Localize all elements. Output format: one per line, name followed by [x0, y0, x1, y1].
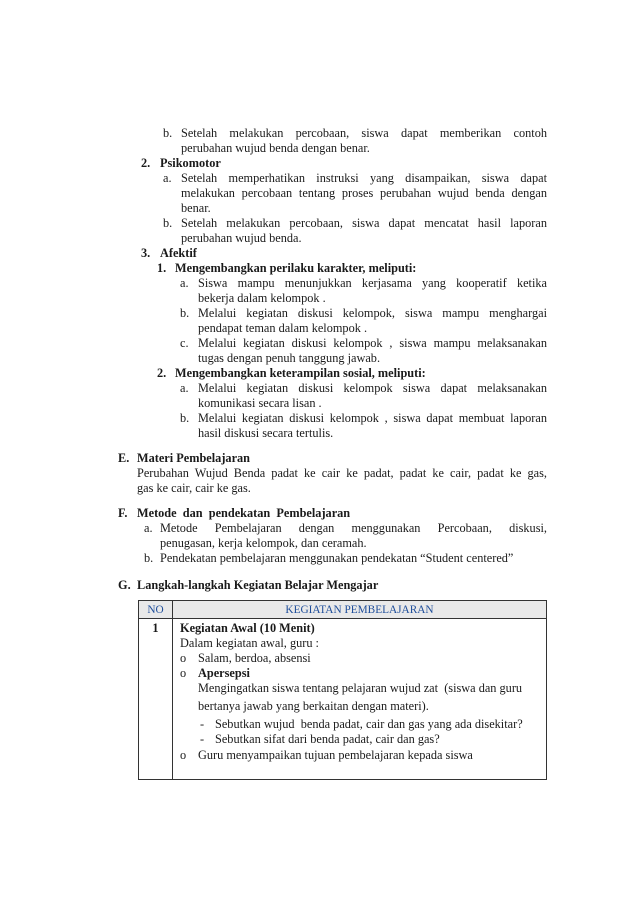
- objective-text: Setelah memperhatikan instruksi yang disampaikan, siswa dapat: [181, 171, 547, 185]
- table-row: [139, 619, 547, 780]
- subheading-sosial: Mengembangkan keterampilan sosial, meliputi:: [175, 366, 426, 380]
- heading-materi: Materi Pembelajaran: [137, 451, 251, 465]
- section-letter: F.: [118, 506, 128, 520]
- objective-text: Melalui kegiatan diskusi kelompok , siswa dapat membuat laporan: [198, 411, 547, 425]
- heading-afektif: Afektif: [160, 246, 197, 260]
- objective-text: Setelah melakukan percobaan, siswa dapat mencatat hasil laporan: [181, 216, 547, 230]
- materi-text: Perubahan Wujud Benda padat ke cair ke padat, padat ke cair, padat ke gas,: [137, 466, 547, 480]
- question-text: Sebutkan wujud benda padat, cair dan gas yang ada disekitar?: [215, 717, 523, 731]
- objective-text: melakukan percobaan tentang proses perubahan wujud benda dengan: [181, 186, 547, 200]
- list-number: 2.: [141, 156, 151, 170]
- pendekatan-text: Pendekatan pembelajaran menggunakan pendekatan “Student centered”: [160, 551, 514, 565]
- apersepsi-text: bertanya jawab yang berkaitan dengan materi).: [198, 699, 429, 713]
- bullet-icon: o: [180, 666, 187, 680]
- header-no: NO: [139, 601, 173, 619]
- kegiatan-table: [138, 600, 547, 780]
- objective-text: bekerja dalam kelompok .: [198, 291, 326, 305]
- objective-text: hasil diskusi secara tertulis.: [198, 426, 334, 440]
- heading-psikomotor: Psikomotor: [160, 156, 221, 170]
- kegiatan-title: Kegiatan Awal (10 Menit): [180, 621, 315, 635]
- list-marker: c.: [180, 336, 189, 350]
- list-marker: b.: [163, 216, 173, 230]
- list-number: 3.: [141, 246, 151, 260]
- materi-text: gas ke cair, cair ke gas.: [137, 481, 251, 495]
- kegiatan-intro: Dalam kegiatan awal, guru :: [180, 636, 319, 650]
- bullet-icon: o: [180, 748, 187, 762]
- list-marker: a.: [180, 276, 189, 290]
- objective-text: perubahan wujud benda.: [181, 231, 302, 245]
- list-marker: a.: [144, 521, 153, 535]
- section-letter: G.: [118, 578, 131, 592]
- list-number: 1.: [157, 261, 167, 275]
- apersepsi-title: Apersepsi: [198, 666, 250, 680]
- list-marker: b.: [180, 411, 190, 425]
- list-marker: b.: [144, 551, 154, 565]
- list-marker: b.: [163, 126, 173, 140]
- apersepsi-text: Mengingatkan siswa tentang pelajaran wujud zat (siswa dan guru: [198, 681, 523, 695]
- objective-text: komunikasi secara lisan .: [198, 396, 322, 410]
- objective-text: pendapat teman dalam kelompok .: [198, 321, 368, 335]
- objective-text: Siswa mampu menunjukkan kerjasama yang kooperatif ketika: [198, 276, 547, 290]
- row-content: [173, 619, 547, 780]
- metode-text: penugasan, kerja kelompok, dan ceramah.: [160, 536, 367, 550]
- heading-langkah: Langkah-langkah Kegiatan Belajar Mengajar: [137, 578, 379, 592]
- subheading-karakter: Mengembangkan perilaku karakter, meliputi:: [175, 261, 417, 275]
- row-number: 1: [139, 619, 173, 780]
- objective-text: Melalui kegiatan diskusi kelompok siswa dapat melaksanakan: [198, 381, 547, 395]
- list-marker: a.: [180, 381, 189, 395]
- list-number: 2.: [157, 366, 167, 380]
- section-letter: E.: [118, 451, 130, 465]
- objective-text: tugas dengan penuh tanggung jawab.: [198, 351, 381, 365]
- list-marker: a.: [163, 171, 172, 185]
- objective-text: perubahan wujud benda dengan benar.: [181, 141, 370, 155]
- table-header-row: [139, 601, 547, 619]
- objective-text: Melalui kegiatan diskusi kelompok, siswa mampu menghargai: [198, 306, 547, 320]
- dash-icon: -: [200, 732, 205, 746]
- objective-text: Melalui kegiatan diskusi kelompok , siswa mampu melaksanakan: [198, 336, 547, 350]
- bullet-text: Guru menyampaikan tujuan pembelajaran kepada siswa: [198, 748, 473, 762]
- dash-icon: -: [200, 717, 205, 731]
- question-text: Sebutkan sifat dari benda padat, cair dan gas?: [215, 732, 440, 746]
- bullet-text: Salam, berdoa, absensi: [198, 651, 311, 665]
- heading-metode: Metode dan pendekatan Pembelajaran: [137, 506, 351, 520]
- bullet-icon: o: [180, 651, 187, 665]
- metode-text: Metode Pembelajaran dengan menggunakan Percobaan, diskusi,: [160, 521, 547, 535]
- objective-text: Setelah melakukan percobaan, siswa dapat memberikan contoh: [181, 126, 547, 140]
- objective-text: benar.: [181, 201, 211, 215]
- list-marker: b.: [180, 306, 190, 320]
- header-kegiatan: KEGIATAN PEMBELAJARAN: [173, 601, 547, 619]
